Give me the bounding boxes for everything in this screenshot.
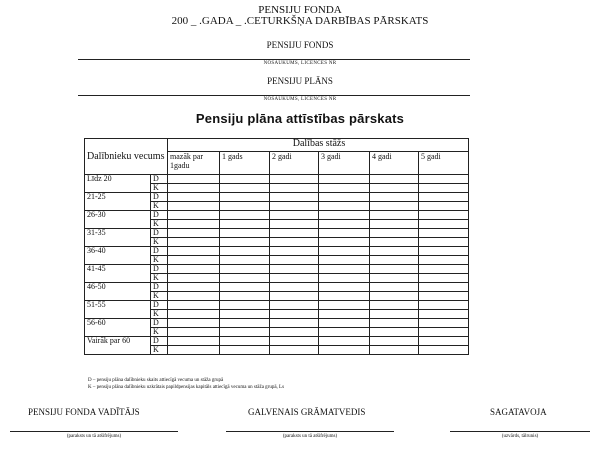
value-cell[interactable]: [319, 202, 370, 211]
value-cell[interactable]: [370, 211, 419, 220]
row-code: K: [151, 328, 168, 337]
value-cell[interactable]: [220, 184, 270, 193]
value-cell[interactable]: [168, 211, 220, 220]
value-cell[interactable]: [270, 184, 319, 193]
value-cell[interactable]: [220, 202, 270, 211]
row-code: D: [151, 193, 168, 202]
value-cell[interactable]: [270, 265, 319, 274]
value-cell[interactable]: [319, 211, 370, 220]
plan-label: PENSIJU PLĀNS: [267, 76, 333, 86]
value-cell[interactable]: [419, 283, 469, 292]
value-cell[interactable]: [270, 319, 319, 328]
value-cell[interactable]: [419, 247, 469, 256]
value-cell[interactable]: [370, 283, 419, 292]
age-group-label: 41-45: [85, 265, 151, 283]
value-cell[interactable]: [270, 220, 319, 229]
value-cell[interactable]: [270, 256, 319, 265]
value-cell[interactable]: [168, 247, 220, 256]
value-cell[interactable]: [319, 292, 370, 301]
table-row: [85, 301, 469, 310]
value-cell[interactable]: [319, 256, 370, 265]
report-title: Pensiju plāna attīstības pārskats: [195, 111, 405, 126]
value-cell[interactable]: [168, 238, 220, 247]
value-cell[interactable]: [319, 238, 370, 247]
development-table: [84, 138, 469, 355]
value-cell[interactable]: [220, 310, 270, 319]
value-cell[interactable]: [370, 202, 419, 211]
value-cell[interactable]: [419, 337, 469, 346]
value-cell[interactable]: [270, 301, 319, 310]
value-cell[interactable]: [220, 319, 270, 328]
table-row: [85, 193, 469, 202]
value-cell[interactable]: [168, 229, 220, 238]
value-cell[interactable]: [220, 328, 270, 337]
service-col-5: 5 gadi: [419, 152, 469, 175]
age-group-label: 56-60: [85, 319, 151, 337]
value-cell[interactable]: [270, 292, 319, 301]
value-cell[interactable]: [220, 238, 270, 247]
table-row: [85, 247, 469, 256]
value-cell[interactable]: [220, 229, 270, 238]
row-code: D: [151, 283, 168, 292]
value-cell[interactable]: [220, 346, 270, 355]
value-cell[interactable]: [168, 193, 220, 202]
manager-note: (paraksts un tā atšifrējums): [66, 434, 122, 439]
value-cell[interactable]: [370, 247, 419, 256]
value-cell[interactable]: [220, 265, 270, 274]
age-group-label: 51-55: [85, 301, 151, 319]
value-cell[interactable]: [419, 184, 469, 193]
service-col-0: mazāk par 1gadu: [168, 152, 220, 175]
value-cell[interactable]: [319, 301, 370, 310]
row-code: K: [151, 184, 168, 193]
value-cell[interactable]: [270, 211, 319, 220]
value-cell[interactable]: [370, 238, 419, 247]
age-group-label: Vairāk par 60: [85, 337, 151, 355]
value-cell[interactable]: [168, 265, 220, 274]
age-group-label: 36-40: [85, 247, 151, 265]
value-cell[interactable]: [419, 301, 469, 310]
value-cell[interactable]: [419, 175, 469, 184]
value-cell[interactable]: [419, 238, 469, 247]
accountant-label: GALVENAIS GRĀMATVEDIS: [248, 407, 366, 417]
value-cell[interactable]: [419, 328, 469, 337]
value-cell[interactable]: [319, 337, 370, 346]
value-cell[interactable]: [419, 274, 469, 283]
value-cell[interactable]: [419, 265, 469, 274]
service-length-header: Dalības stāžs: [168, 139, 469, 152]
row-code: D: [151, 319, 168, 328]
value-cell[interactable]: [270, 229, 319, 238]
value-cell[interactable]: [370, 265, 419, 274]
value-cell[interactable]: [168, 319, 220, 328]
value-cell[interactable]: [270, 175, 319, 184]
row-code: K: [151, 202, 168, 211]
value-cell[interactable]: [319, 193, 370, 202]
fund-label: PENSIJU FONDS: [266, 40, 334, 50]
fund-note: NOSAUKUMS, LICENCES NR: [263, 61, 337, 66]
row-code: K: [151, 292, 168, 301]
value-cell[interactable]: [270, 238, 319, 247]
value-cell[interactable]: [220, 274, 270, 283]
value-cell[interactable]: [220, 301, 270, 310]
value-cell[interactable]: [168, 175, 220, 184]
value-cell[interactable]: [168, 292, 220, 301]
value-cell[interactable]: [319, 184, 370, 193]
preparer-label: SAGATAVOJA: [490, 407, 547, 417]
manager-label: PENSIJU FONDA VADĪTĀJS: [28, 407, 140, 417]
row-code: K: [151, 346, 168, 355]
value-cell[interactable]: [168, 256, 220, 265]
table-row: [85, 211, 469, 220]
value-cell[interactable]: [419, 229, 469, 238]
value-cell[interactable]: [168, 202, 220, 211]
service-col-1: 1 gads: [220, 152, 270, 175]
value-cell[interactable]: [370, 292, 419, 301]
table-row: [85, 175, 469, 184]
row-code: D: [151, 247, 168, 256]
value-cell[interactable]: [370, 193, 419, 202]
value-cell[interactable]: [370, 337, 419, 346]
row-code: K: [151, 238, 168, 247]
service-col-3: 3 gadi: [319, 152, 370, 175]
value-cell[interactable]: [370, 346, 419, 355]
value-cell[interactable]: [370, 274, 419, 283]
value-cell[interactable]: [220, 211, 270, 220]
value-cell[interactable]: [319, 229, 370, 238]
value-cell[interactable]: [370, 220, 419, 229]
preparer-signature-line: [450, 431, 590, 432]
table-row: [85, 283, 469, 292]
value-cell[interactable]: [270, 247, 319, 256]
age-group-label: 46-50: [85, 283, 151, 301]
row-code: K: [151, 220, 168, 229]
row-code: D: [151, 265, 168, 274]
value-cell[interactable]: [220, 256, 270, 265]
value-cell[interactable]: [168, 301, 220, 310]
row-code: D: [151, 229, 168, 238]
table-body: [85, 175, 469, 355]
legend-d: D – pensiju plāna dalībnieku skaits attiecīgā vecuma un stāža grupā: [88, 378, 224, 383]
value-cell[interactable]: [270, 337, 319, 346]
value-cell[interactable]: [419, 256, 469, 265]
manager-signature-line: [10, 431, 178, 432]
table-row: [85, 229, 469, 238]
value-cell[interactable]: [168, 346, 220, 355]
value-cell[interactable]: [270, 328, 319, 337]
age-group-label: 21-25: [85, 193, 151, 211]
age-group-label: 26-30: [85, 211, 151, 229]
document-title: PENSIJU FONDA: [258, 4, 342, 16]
value-cell[interactable]: [220, 193, 270, 202]
participants-age-header: Dalībnieku vecums: [85, 139, 168, 175]
value-cell[interactable]: [319, 319, 370, 328]
value-cell[interactable]: [370, 229, 419, 238]
value-cell[interactable]: [319, 247, 370, 256]
value-cell[interactable]: [319, 220, 370, 229]
row-code: D: [151, 337, 168, 346]
row-code: K: [151, 256, 168, 265]
row-code: K: [151, 274, 168, 283]
value-cell[interactable]: [370, 301, 419, 310]
age-group-label: Līdz 20: [85, 175, 151, 193]
value-cell[interactable]: [370, 175, 419, 184]
value-cell[interactable]: [270, 274, 319, 283]
table-row: [85, 319, 469, 328]
value-cell[interactable]: [220, 283, 270, 292]
value-cell[interactable]: [220, 175, 270, 184]
value-cell[interactable]: [419, 211, 469, 220]
value-cell[interactable]: [319, 310, 370, 319]
value-cell[interactable]: [168, 283, 220, 292]
legend-k: K – pensiju plāna dalībnieku uzkrātais papildpensijas kapitāls attiecīgā vecuma un stāža grupā, Ls: [88, 385, 285, 390]
value-cell[interactable]: [419, 346, 469, 355]
table-row: [85, 337, 469, 346]
preparer-note: (uzvārds, tālrunis): [501, 434, 539, 439]
value-cell[interactable]: [370, 256, 419, 265]
service-col-4: 4 gadi: [370, 152, 419, 175]
value-cell[interactable]: [419, 319, 469, 328]
value-cell[interactable]: [419, 310, 469, 319]
value-cell[interactable]: [319, 346, 370, 355]
value-cell[interactable]: [168, 310, 220, 319]
value-cell[interactable]: [319, 265, 370, 274]
age-group-label: 31-35: [85, 229, 151, 247]
value-cell[interactable]: [168, 337, 220, 346]
plan-note: NOSAUKUMS, LICENCES NR: [263, 97, 337, 102]
document-subtitle: 200 _ .GADA _ .CETURKŠŅA DARBĪBAS PĀRSKATS: [171, 15, 429, 27]
value-cell[interactable]: [419, 202, 469, 211]
value-cell[interactable]: [370, 328, 419, 337]
value-cell[interactable]: [370, 319, 419, 328]
value-cell[interactable]: [319, 274, 370, 283]
value-cell[interactable]: [419, 193, 469, 202]
accountant-note: (paraksts un tā atšifrējums): [282, 434, 338, 439]
value-cell[interactable]: [168, 220, 220, 229]
value-cell[interactable]: [319, 328, 370, 337]
value-cell[interactable]: [319, 283, 370, 292]
table-row: [85, 265, 469, 274]
value-cell[interactable]: [419, 220, 469, 229]
value-cell[interactable]: [220, 220, 270, 229]
value-cell[interactable]: [270, 193, 319, 202]
value-cell[interactable]: [168, 274, 220, 283]
value-cell[interactable]: [168, 184, 220, 193]
plan-name-line: [78, 95, 470, 96]
value-cell[interactable]: [319, 175, 370, 184]
value-cell[interactable]: [270, 310, 319, 319]
row-code: K: [151, 310, 168, 319]
row-code: D: [151, 211, 168, 220]
row-code: D: [151, 175, 168, 184]
value-cell[interactable]: [220, 292, 270, 301]
row-code: D: [151, 301, 168, 310]
service-col-2: 2 gadi: [270, 152, 319, 175]
value-cell[interactable]: [270, 283, 319, 292]
value-cell[interactable]: [220, 247, 270, 256]
value-cell[interactable]: [370, 184, 419, 193]
value-cell[interactable]: [270, 346, 319, 355]
value-cell[interactable]: [419, 292, 469, 301]
value-cell[interactable]: [168, 328, 220, 337]
value-cell[interactable]: [270, 202, 319, 211]
value-cell[interactable]: [370, 310, 419, 319]
fund-name-line: [78, 59, 470, 60]
accountant-signature-line: [226, 431, 394, 432]
value-cell[interactable]: [220, 337, 270, 346]
